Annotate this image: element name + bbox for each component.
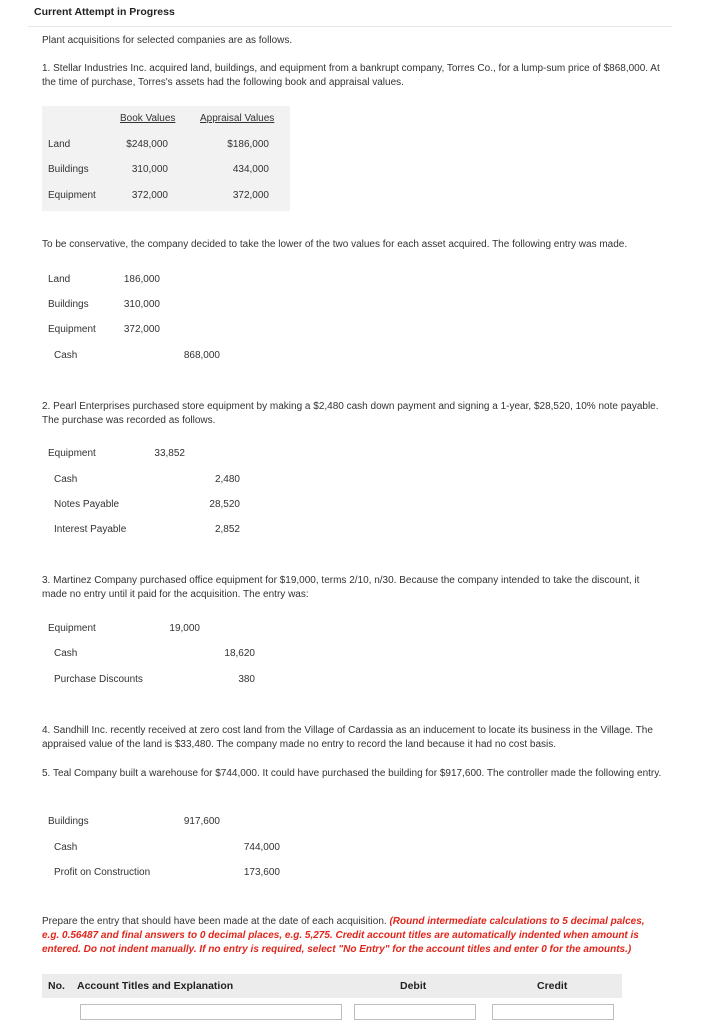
entry-debit: 310,000 — [123, 299, 160, 310]
answer-table-header — [42, 974, 622, 998]
entry-account: Cash — [54, 474, 78, 485]
item2-text: 2. Pearl Enterprises purchased store equipment by making a $2,480 cash down payment and signing a 1-year, $28,520, 10% note payable. The purchase was recorded as follows. — [42, 401, 659, 426]
intro-text: Plant acquisitions for selected companies are as follows. — [42, 35, 293, 46]
entry-account: Equipment — [48, 324, 96, 335]
entry-credit: 28,520 — [209, 499, 240, 510]
entry-account: Cash — [54, 842, 78, 853]
entry-account: Profit on Construction — [54, 867, 151, 878]
entry-debit: 33,852 — [154, 448, 185, 459]
col-debit: Debit — [400, 980, 427, 992]
item5-text: 5. Teal Company built a warehouse for $744,000. It could have purchased the building for $917,600. The controller made the following entry. — [42, 768, 662, 779]
col-appraisal-values: Appraisal Values — [200, 113, 275, 124]
col-no: No. — [48, 980, 65, 992]
table-row-label: Land — [48, 139, 71, 150]
entry-debit: 372,000 — [123, 324, 160, 335]
entry-credit: 380 — [238, 674, 255, 685]
table-cell-book: 310,000 — [131, 164, 168, 175]
table-cell-book: $248,000 — [126, 139, 168, 150]
item4-text: 4. Sandhill Inc. recently received at zero cost land from the Village of Cardassia as an inducement to locate its business in the Village. The appraised value of the land is $33,480. The company made no entry to record the land because it had no cost basis. — [42, 725, 653, 750]
table-row-label: Equipment — [48, 190, 96, 201]
attempt-status: Current Attempt in Progress — [34, 6, 175, 18]
entry-account: Cash — [54, 350, 78, 361]
table-cell-book: 372,000 — [131, 190, 168, 201]
entry-credit: 2,480 — [214, 474, 240, 485]
entry-account: Interest Payable — [54, 524, 127, 535]
item1-note: To be conservative, the company decided to take the lower of the two values for each asset acquired. The following entry was made. — [42, 239, 628, 250]
top-bar — [28, 0, 672, 27]
col-credit: Credit — [537, 980, 568, 992]
credit-input[interactable] — [492, 1004, 614, 1020]
entry-credit: 2,852 — [214, 524, 240, 535]
table-cell-appraisal: $186,000 — [227, 139, 269, 150]
entry-account: Equipment — [48, 623, 96, 634]
entry-account: Cash — [54, 648, 78, 659]
item3-text: 3. Martinez Company purchased office equipment for $19,000, terms 2/10, n/30. Because the company intended to take the discount, it made no entry until it paid for the acquisition. The entry was: — [42, 575, 640, 600]
account-title-input[interactable] — [80, 1004, 342, 1020]
debit-input[interactable] — [354, 1004, 476, 1020]
entry-account: Land — [48, 274, 71, 285]
entry-account: Buildings — [48, 816, 89, 827]
entry-credit: 868,000 — [183, 350, 220, 361]
instructions-text: Prepare the entry that should have been made at the date of each acquisition. — [42, 916, 387, 927]
entry-debit: 186,000 — [123, 274, 160, 285]
entry-account: Buildings — [48, 299, 89, 310]
entry-debit: 19,000 — [169, 623, 200, 634]
entry-account: Notes Payable — [54, 499, 120, 510]
item1-text: 1. Stellar Industries Inc. acquired land, buildings, and equipment from a bankrupt company, Torres Co., for a lump-sum price of $868,000. At the time of purchase, Torres's assets had the following book and appraisal values. — [42, 63, 660, 88]
table-cell-appraisal: 434,000 — [232, 164, 269, 175]
entry-credit: 173,600 — [243, 867, 280, 878]
instructions — [42, 915, 664, 957]
table-row-label: Buildings — [48, 164, 89, 175]
instructions-note: (Round intermediate calculations to 5 decimal palces, e.g. 0.56487 and final answers to 0 decimal places, e.g. 5,275. Credit account titles are automatically indented when amount is entered. Do not indent manually. If no entry is required, select "No Entry" for the account titles and enter 0 for the amounts.) — [42, 916, 645, 955]
col-account-titles: Account Titles and Explanation — [77, 980, 234, 992]
entry-credit: 18,620 — [224, 648, 255, 659]
entry-account: Purchase Discounts — [54, 674, 143, 685]
table-cell-appraisal: 372,000 — [232, 190, 269, 201]
col-book-values: Book Values — [120, 113, 176, 124]
entry-account: Equipment — [48, 448, 96, 459]
entry-debit: 917,600 — [183, 816, 220, 827]
entry-credit: 744,000 — [243, 842, 280, 853]
